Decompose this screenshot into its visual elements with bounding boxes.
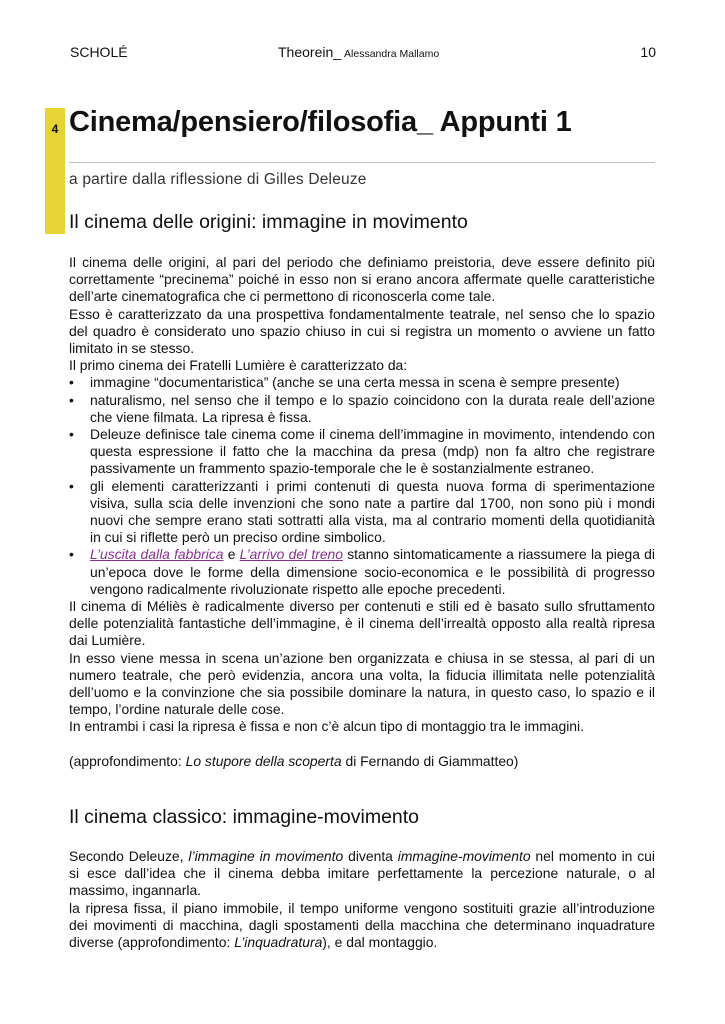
list-item: • immagine “documentaristica” (anche se una certa messa in scena è sempre presente) bbox=[69, 374, 620, 391]
italic-term: l’immagine in movimento bbox=[188, 848, 344, 864]
paragraph: Il cinema di Méliès è radicalmente diverso per contenuti e stili ed è basato sullo sfruttamento delle potenzialità fantastiche dell’immagine, è il cinema dell’irrealtà opposto alla realtà ripresa dai Lumière. bbox=[69, 598, 655, 649]
paragraph: Esso è caratterizzato da una prospettiva fondamentalmente teatrale, nel senso che lo spazio del quadro è considerato uno spazio chiuso in cui si registra un momento o avviene un fatto limitato in se stesso. bbox=[69, 305, 655, 357]
paragraph bbox=[69, 848, 655, 900]
bullet-list bbox=[69, 374, 655, 598]
text-run: la ripresa fissa, il piano immobile, il tempo uniforme vengono sostituiti grazie all’introduzione dei movimenti di macchina, dagli spostamenti della macchina che determinano inquadrature diverse (approfondimento: bbox=[69, 899, 655, 951]
list-item-text: immagine “documentaristica” (anche se una certa messa in scena è sempre presente) bbox=[90, 374, 620, 391]
list-item: • Deleuze definisce tale cinema come il cinema dell’immagine in movimento, intendendo con questa espressione il fatto che la macchina da presa (mdp) non fa altro che registrare passivamente un frammento spazio-temporale che le è sostanzialmente estraneo. bbox=[69, 426, 655, 477]
journal-name: SCHOLÉ bbox=[70, 44, 128, 60]
section-body-classic bbox=[69, 848, 655, 951]
reference-prefix: (approfondimento: bbox=[69, 752, 186, 769]
list-item: • naturalismo, nel senso che il tempo e lo spazio coincidono con la durata reale dell’azione che viene filmata. La ripresa è fissa. bbox=[69, 391, 655, 425]
spacer bbox=[69, 736, 655, 753]
page-title: Cinema/pensiero/filosofia_ Appunti 1 bbox=[69, 106, 572, 138]
list-item-text: Deleuze definisce tale cinema come il cinema dell’immagine in movimento, intendendo con questa espressione il fatto che la macchina da presa (mdp) non fa altro che registrare passivamente un frammento spazio-temporale che le è sostanzialmente estraneo. bbox=[90, 426, 655, 477]
paragraph: Il primo cinema dei Fratelli Lumière è caratterizzato da: bbox=[69, 357, 408, 374]
italic-term: L’inquadratura bbox=[234, 934, 323, 951]
list-item-text: stanno sintomaticamente a riassumere la piega di un’epoca dove le forme della dimensione socio-economica e le possibilità di progresso vengono radicalmente rivoluzionate rispetto alle epoche precedenti. bbox=[90, 546, 655, 597]
section-heading-classic: Il cinema classico: immagine-movimento bbox=[69, 806, 420, 828]
page-header bbox=[70, 44, 656, 64]
text-run: diventa bbox=[343, 848, 398, 864]
paragraph bbox=[69, 900, 655, 952]
chapter-tab bbox=[45, 108, 65, 234]
paragraph: In esso viene messa in scena un’azione ben organizzata e chiusa in se stessa, al pari di un numero teatrale, che però evidenzia, ancora una volta, la fiducia illimitata nelle potenzialità dell’uomo e la convinzione che sia possibile dominare la natura, in questo caso, lo spazio e il tempo, l’ordine naturale delle cose. bbox=[69, 649, 655, 718]
list-item: • L’uscita dalla fabbrica e L’arrivo del treno stanno sintomaticamente a riassumere la piega di un’epoca dove le forme della dimensione socio-economica e le possibilità di progresso vengono radicalmente rivoluzionate rispetto alle epoche precedenti. bbox=[69, 546, 655, 597]
paragraph: In entrambi i casi la ripresa è fissa e non c’è alcun tipo di montaggio tra le immagini. bbox=[69, 718, 584, 735]
paragraph: Il cinema delle origini, al pari del periodo che definiamo preistoria, deve essere definito più correttamente “precinema” poiché in esso non si erano ancora affermate quelle caratteristiche dell’arte cinematografica che ci permettono di riconoscerla come tale. bbox=[69, 254, 655, 305]
list-item-text: gli elementi caratterizzanti i primi contenuti di questa nuova forma di sperimentazione visiva, sulla scia delle invenzioni che sono nate a partire dal 1700, non sono più i mondi nuovi che sempre erano stati sottratti alla vista, ma al contrario momenti della quotidianità in cui si riflette però un preciso ordine simbolico. bbox=[90, 477, 655, 546]
reference-suffix: di Fernando di Giammatteo) bbox=[341, 752, 519, 769]
italic-term: immagine-movimento bbox=[397, 848, 531, 864]
text-run: Secondo Deleuze, bbox=[69, 848, 189, 864]
page-subtitle: a partire dalla riflessione di Gilles Deleuze bbox=[69, 171, 367, 188]
list-item-text: naturalismo, nel senso che il tempo e lo spazio coincidono con la durata reale dell’azione che viene filmata. La ripresa è fissa. bbox=[90, 391, 655, 425]
reference-title: Lo stupore della scoperta bbox=[185, 752, 342, 769]
page-number: 10 bbox=[640, 44, 656, 60]
list-item: • gli elementi caratterizzanti i primi contenuti di questa nuova forma di sperimentazione visiva, sulla scia delle invenzioni che sono nate a partire dal 1700, non sono più i mondi nuovi che sempre erano stati sottratti alla vista, ma al contrario momenti della quotidianità in cui si riflette però un preciso ordine simbolico. bbox=[69, 477, 655, 546]
conjunction-text: e bbox=[223, 546, 240, 563]
reference-note bbox=[69, 753, 655, 770]
text-run: nel momento in cui si esce dall’idea che il cinema debba imitare perfettamente la percezione naturale, o al massimo, ingannarla. bbox=[69, 848, 655, 899]
text-run: ), e dal montaggio. bbox=[322, 934, 438, 951]
title-divider bbox=[69, 162, 655, 163]
section-name: Theorein_ bbox=[278, 44, 342, 60]
section-body-origins bbox=[69, 254, 655, 770]
film-link-uscita[interactable]: L’uscita dalla fabbrica bbox=[90, 546, 224, 563]
header-section bbox=[278, 44, 439, 60]
section-heading-origins: Il cinema delle origini: immagine in movimento bbox=[69, 211, 468, 233]
chapter-number: 4 bbox=[51, 122, 59, 136]
author-name: Alessandra Mallamo bbox=[344, 48, 440, 60]
film-link-arrivo[interactable]: L’arrivo del treno bbox=[239, 546, 343, 563]
